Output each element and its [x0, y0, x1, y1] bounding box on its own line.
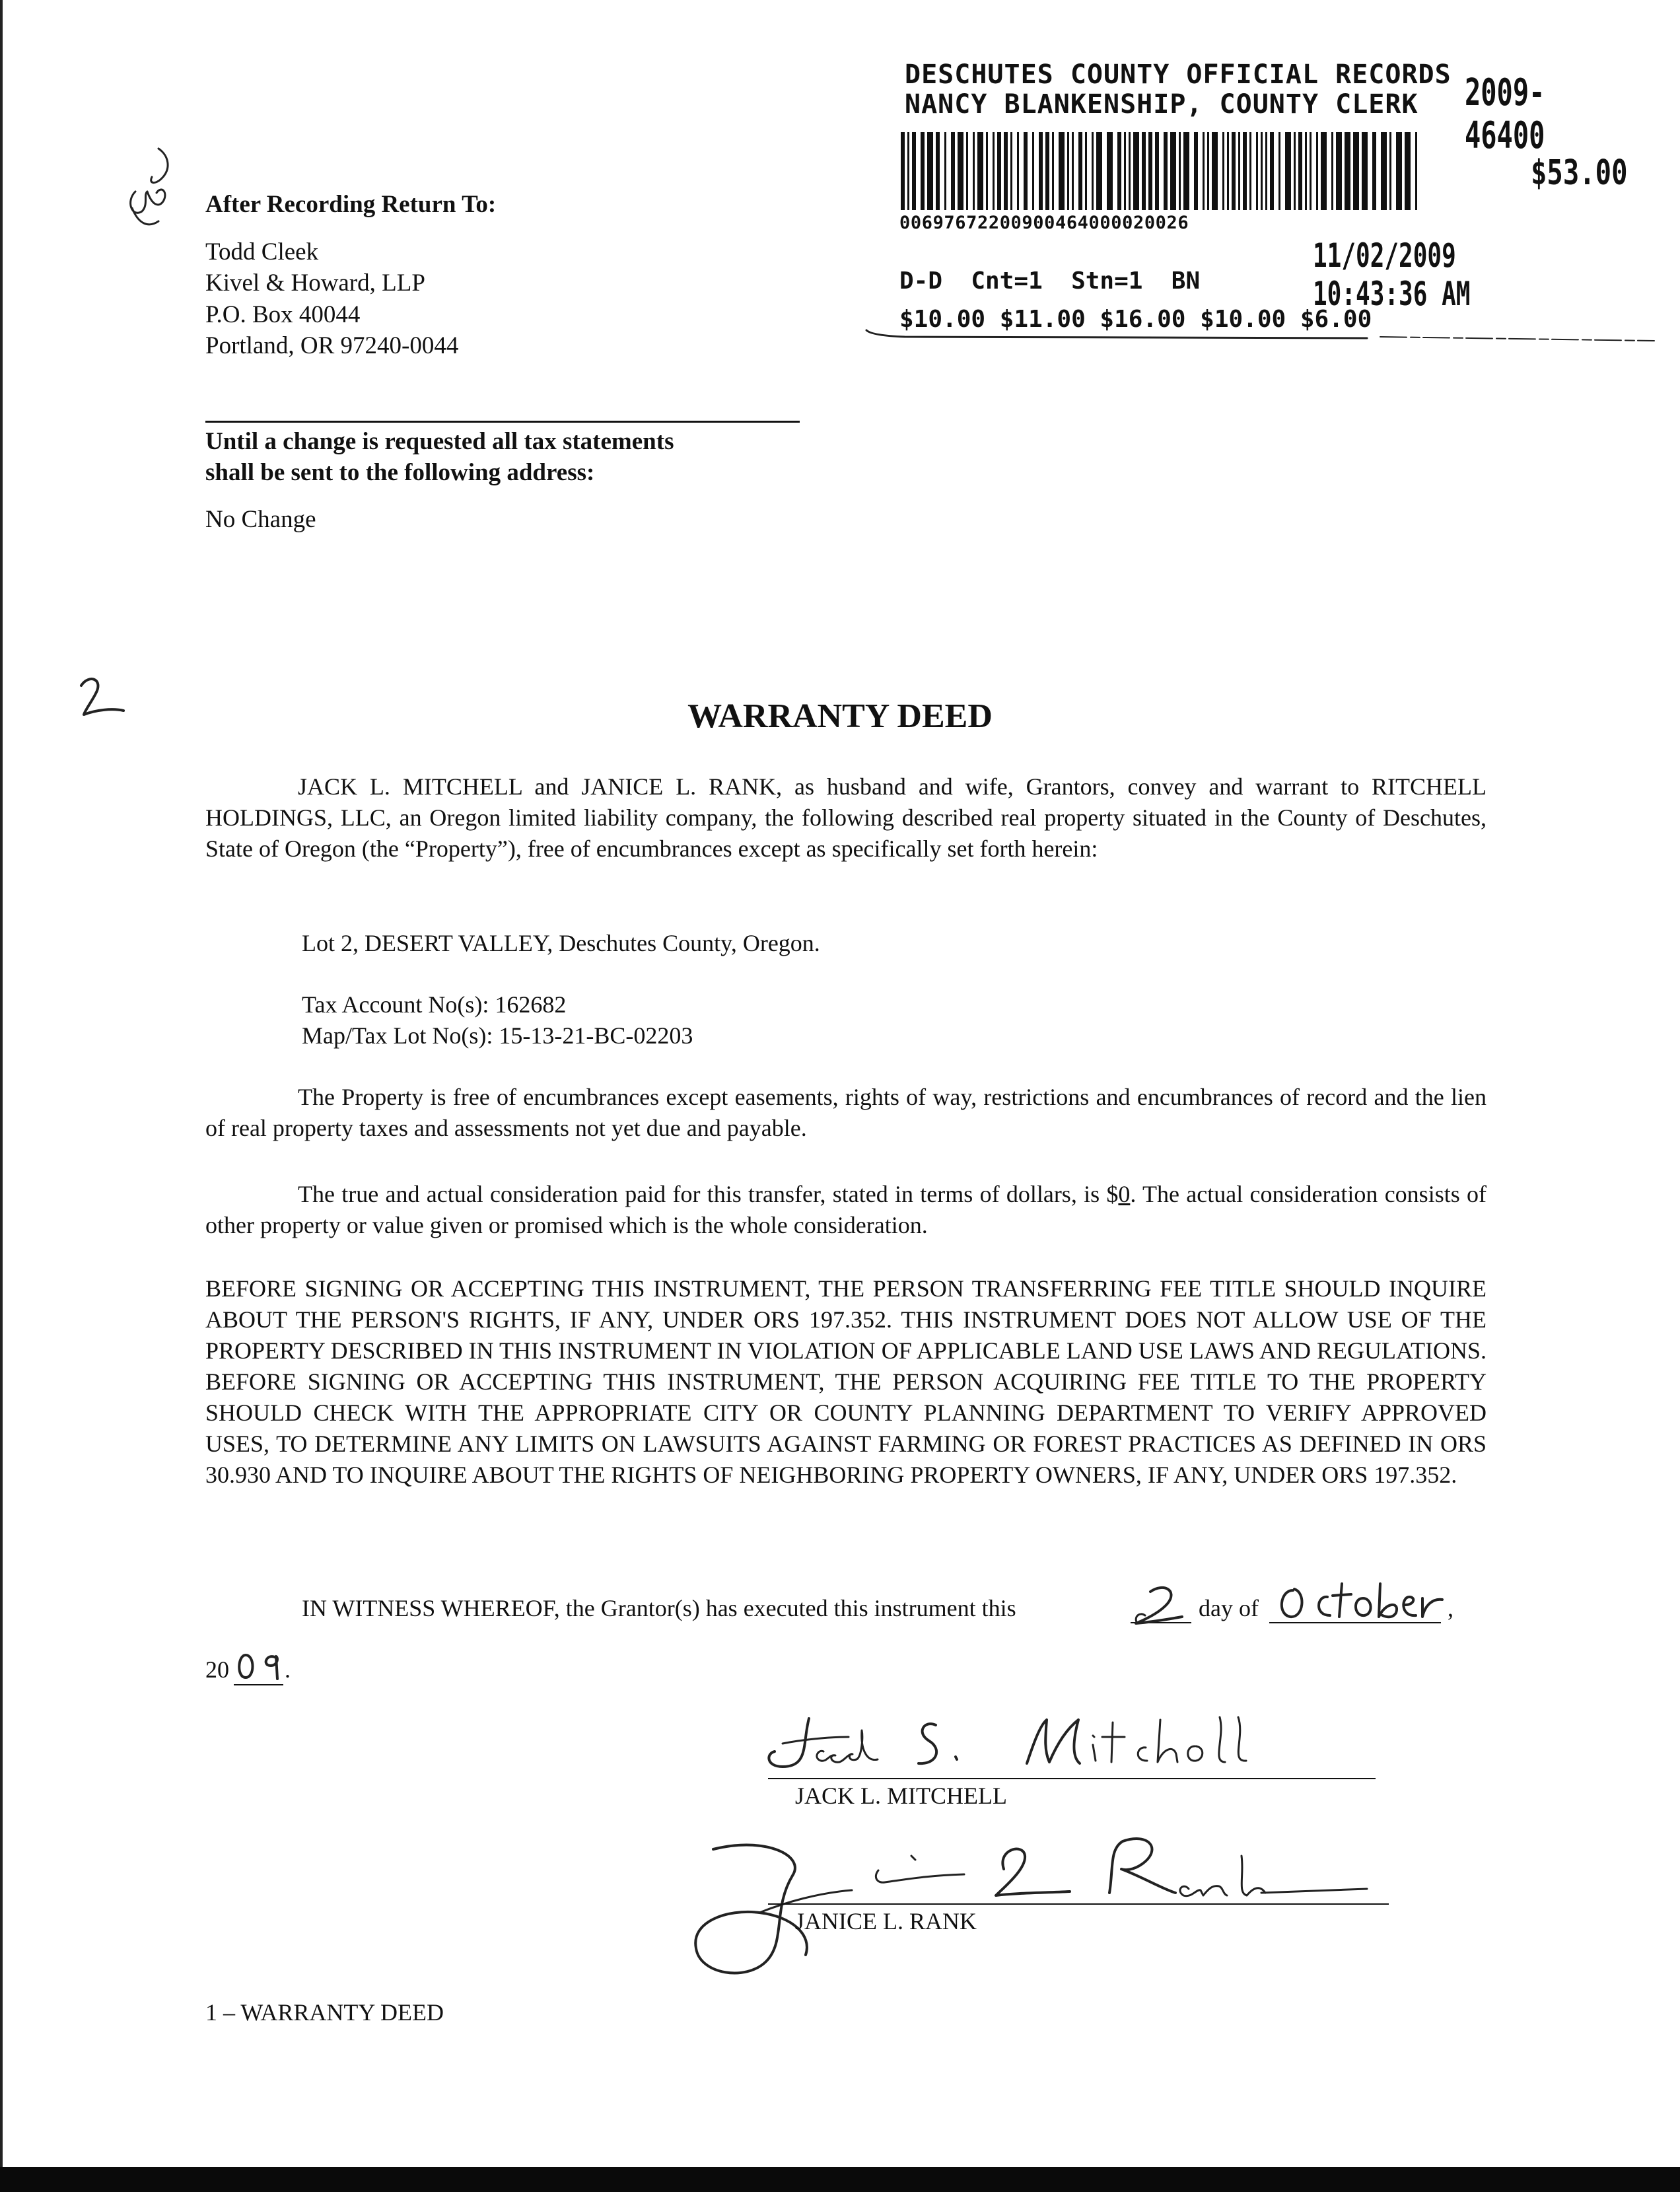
barcode-bar [936, 132, 940, 210]
barcode-bar [1278, 132, 1280, 210]
barcode-bar [1164, 132, 1168, 210]
handwritten-day [1131, 1584, 1190, 1630]
barcode-bar [1212, 132, 1218, 210]
barcode-bar [1389, 132, 1391, 210]
barcode-bar [1092, 132, 1094, 210]
barcode-bar [1017, 132, 1019, 210]
statutory-notice: BEFORE SIGNING OR ACCEPTING THIS INSTRUMENT, THE PERSON TRANSFERRING FEE TITLE SHOULD INQUIRE ABOUT THE PERSON'S RIGHTS, IF ANY, UNDER ORS 197.352. THIS INSTRUMENT DOES NOT ALLOW USE OF THE PROPERTY DESCRIBED IN THIS INSTRUMENT IN VIOLATION OF APPLICABLE LAND USE LAWS AND REGULATIONS. BEFORE SIGNING OR ACCEPTING THIS INSTRUMENT, THE PERSON ACQUIRING FEE TITLE TO THE PROPERTY SHOULD CHECK WITH THE APPROPRIATE CITY OR COUNTY PLANNING DEPARTMENT TO VERIFY APPROVED USES, TO DETERMINE ANY LIMITS ON LAWSUITS AGAINST FARMING OR FOREST PRACTICES AS DEFINED IN ORS 30.930 AND TO INQUIRE ABOUT THE RIGHTS OF NEIGHBORING PROPERTY OWNERS, IF ANY, UNDER ORS 197.352. [205, 1275, 1487, 1488]
tax-account-number: Tax Account No(s): 162682 [302, 991, 567, 1018]
barcode-bar [1207, 132, 1209, 210]
barcode-bar [1265, 132, 1267, 210]
tax-statement-line2: shall be sent to the following address: [205, 459, 595, 486]
barcode-bar [1078, 132, 1082, 210]
barcode-bar [1256, 132, 1258, 210]
barcode-bar [1085, 132, 1087, 210]
barcode-bar [927, 132, 933, 210]
witness-year-prefix: 20 [205, 1656, 229, 1683]
barcode-bar [1059, 132, 1065, 210]
witness-comma: , [1448, 1595, 1453, 1621]
barcode-bar [1294, 132, 1296, 210]
barcode-bar [1316, 132, 1318, 210]
barcode-bar [966, 132, 968, 210]
handwritten-initials [122, 145, 182, 231]
barcode-bar [1305, 132, 1307, 210]
page-edge-line [0, 0, 3, 2192]
grant-paragraph: JACK L. MITCHELL and JANICE L. RANK, as husband and wife, Grantors, convey and warrant to RITCHELL HOLDINGS, LLC, an Oregon limited liability company, the following described real property situated in the County of Deschutes, State of Oregon (the “Property”), free of encumbrances except as specifically set forth herein: [205, 773, 1487, 862]
signer-1-name: JACK L. MITCHELL [795, 1783, 1007, 1809]
barcode-bar [1194, 132, 1198, 210]
barcode-bar [1052, 132, 1054, 210]
barcode-bar [977, 132, 983, 210]
page-footer: 1 – WARRANTY DEED [205, 1999, 444, 2026]
barcode-bar [951, 132, 955, 210]
barcode-bar [1032, 132, 1034, 210]
barcode-bar [1117, 132, 1121, 210]
return-to-city: Portland, OR 97240-0044 [205, 332, 459, 359]
stamp-codes: D-D Cnt=1 Stn=1 BN [899, 267, 1201, 295]
document-title: WARRANTY DEED [687, 697, 993, 735]
stamp-underline [865, 325, 1658, 351]
barcode-bar [921, 132, 925, 210]
handwritten-month [1273, 1578, 1452, 1628]
stamp-total-fee: $53.00 [1531, 153, 1628, 193]
scan-bottom-edge [0, 2167, 1680, 2192]
witness-text-mid: day of [1199, 1595, 1259, 1621]
barcode-bar [1133, 132, 1139, 210]
signature-line-2 [768, 1903, 1389, 1905]
barcode-bar [907, 132, 909, 210]
stamp-fees: $10.00 $11.00 $16.00 $10.00 $6.00 [899, 306, 1372, 333]
barcode-bar [993, 132, 995, 210]
barcode-bar [1183, 132, 1189, 210]
signature-jack-mitchell [763, 1711, 1251, 1783]
stamp-county-records: DESCHUTES COUNTY OFFICIAL RECORDS [905, 59, 1452, 90]
signature-janice-rank [687, 1829, 1387, 1988]
barcode-bar [973, 132, 975, 210]
barcode-bar [1170, 132, 1176, 210]
legal-description: Lot 2, DESERT VALLEY, Deschutes County, Oregon. [302, 930, 820, 956]
consideration-text-pre: The true and actual consideration paid for this transfer, stated in terms of dollars, is $ [298, 1181, 1119, 1207]
barcode-bar [1039, 132, 1043, 210]
barcode-bar [1238, 132, 1240, 210]
tax-statement-rule [205, 421, 800, 423]
barcode-bar [1148, 132, 1152, 210]
barcode-bar [1096, 132, 1102, 210]
witness-period: . [285, 1656, 291, 1683]
handwritten-year [235, 1643, 288, 1686]
barcode-bar [1405, 132, 1411, 210]
barcode [899, 132, 1421, 215]
barcode-bar [1331, 132, 1333, 210]
barcode-bar [1155, 132, 1159, 210]
barcode-bar [1179, 132, 1181, 210]
barcode-bar [1362, 132, 1368, 210]
barcode-bar [1142, 132, 1146, 210]
barcode-bar [1336, 132, 1342, 210]
consideration-paragraph [205, 1179, 1487, 1241]
barcode-bar [1249, 132, 1251, 210]
witness-text-pre: IN WITNESS WHEREOF, the Grantor(s) has executed this instrument this [302, 1595, 1016, 1621]
barcode-bar [1372, 132, 1376, 210]
barcode-bar [1222, 132, 1224, 210]
barcode-bar [1381, 132, 1387, 210]
barcode-bar [1124, 132, 1126, 210]
consideration-amount: 0 [1118, 1181, 1131, 1207]
tax-statement-line1: Until a change is requested all tax statements [205, 428, 674, 455]
tax-statement-address: No Change [205, 506, 316, 533]
barcode-bar [1321, 132, 1327, 210]
barcode-bar [1045, 132, 1049, 210]
signer-2-name: JANICE L. RANK [795, 1908, 977, 1934]
barcode-bar [901, 132, 905, 210]
barcode-bar [1067, 132, 1069, 210]
return-to-heading: After Recording Return To: [205, 191, 497, 218]
barcode-bar [1129, 132, 1131, 210]
barcode-bar [1107, 132, 1113, 210]
barcode-bar [1203, 132, 1205, 210]
barcode-bar [1345, 132, 1350, 210]
barcode-digits: 00697672200900464000020026 [899, 213, 1189, 233]
stamp-datetime: 11/02/2009 10:43:36 AM [1313, 236, 1471, 313]
return-to-firm: Kivel & Howard, LLP [205, 269, 425, 297]
barcode-bar [1396, 132, 1402, 210]
barcode-bar [1024, 132, 1028, 210]
barcode-bar [1010, 132, 1012, 210]
barcode-bar [1232, 132, 1236, 210]
encumbrances-paragraph: The Property is free of encumbrances except easements, rights of way, restrictions and encumbrances of record and the lien of real property taxes and assessments not yet due and payable. [205, 1084, 1487, 1141]
barcode-bar [1227, 132, 1229, 210]
barcode-bar [912, 132, 916, 210]
return-to-box: P.O. Box 40044 [205, 301, 361, 328]
barcode-bar [1270, 132, 1274, 210]
signature-line-1 [768, 1778, 1376, 1779]
barcode-bar [1243, 132, 1247, 210]
map-tax-lot-number: Map/Tax Lot No(s): 15-13-21-BC-02203 [302, 1022, 693, 1049]
barcode-bar [1415, 132, 1417, 210]
barcode-bar [1353, 132, 1359, 210]
barcode-bar [1072, 132, 1074, 210]
barcode-bar [1004, 132, 1008, 210]
barcode-bar [1261, 132, 1263, 210]
barcode-bar [1310, 132, 1312, 210]
barcode-bar [1285, 132, 1291, 210]
barcode-bar [958, 132, 963, 210]
barcode-bar [1298, 132, 1302, 210]
stamp-document-number: 2009-46400 [1465, 71, 1545, 157]
return-to-name: Todd Cleek [205, 238, 319, 265]
stamp-county-clerk: NANCY BLANKENSHIP, COUNTY CLERK [905, 89, 1418, 120]
barcode-bar [944, 132, 946, 210]
barcode-bar [997, 132, 1001, 210]
consideration-text-post: . The actual consideration consists of other property or value given or promised which is the whole consideration. [205, 1181, 1487, 1238]
barcode-bar [986, 132, 988, 210]
